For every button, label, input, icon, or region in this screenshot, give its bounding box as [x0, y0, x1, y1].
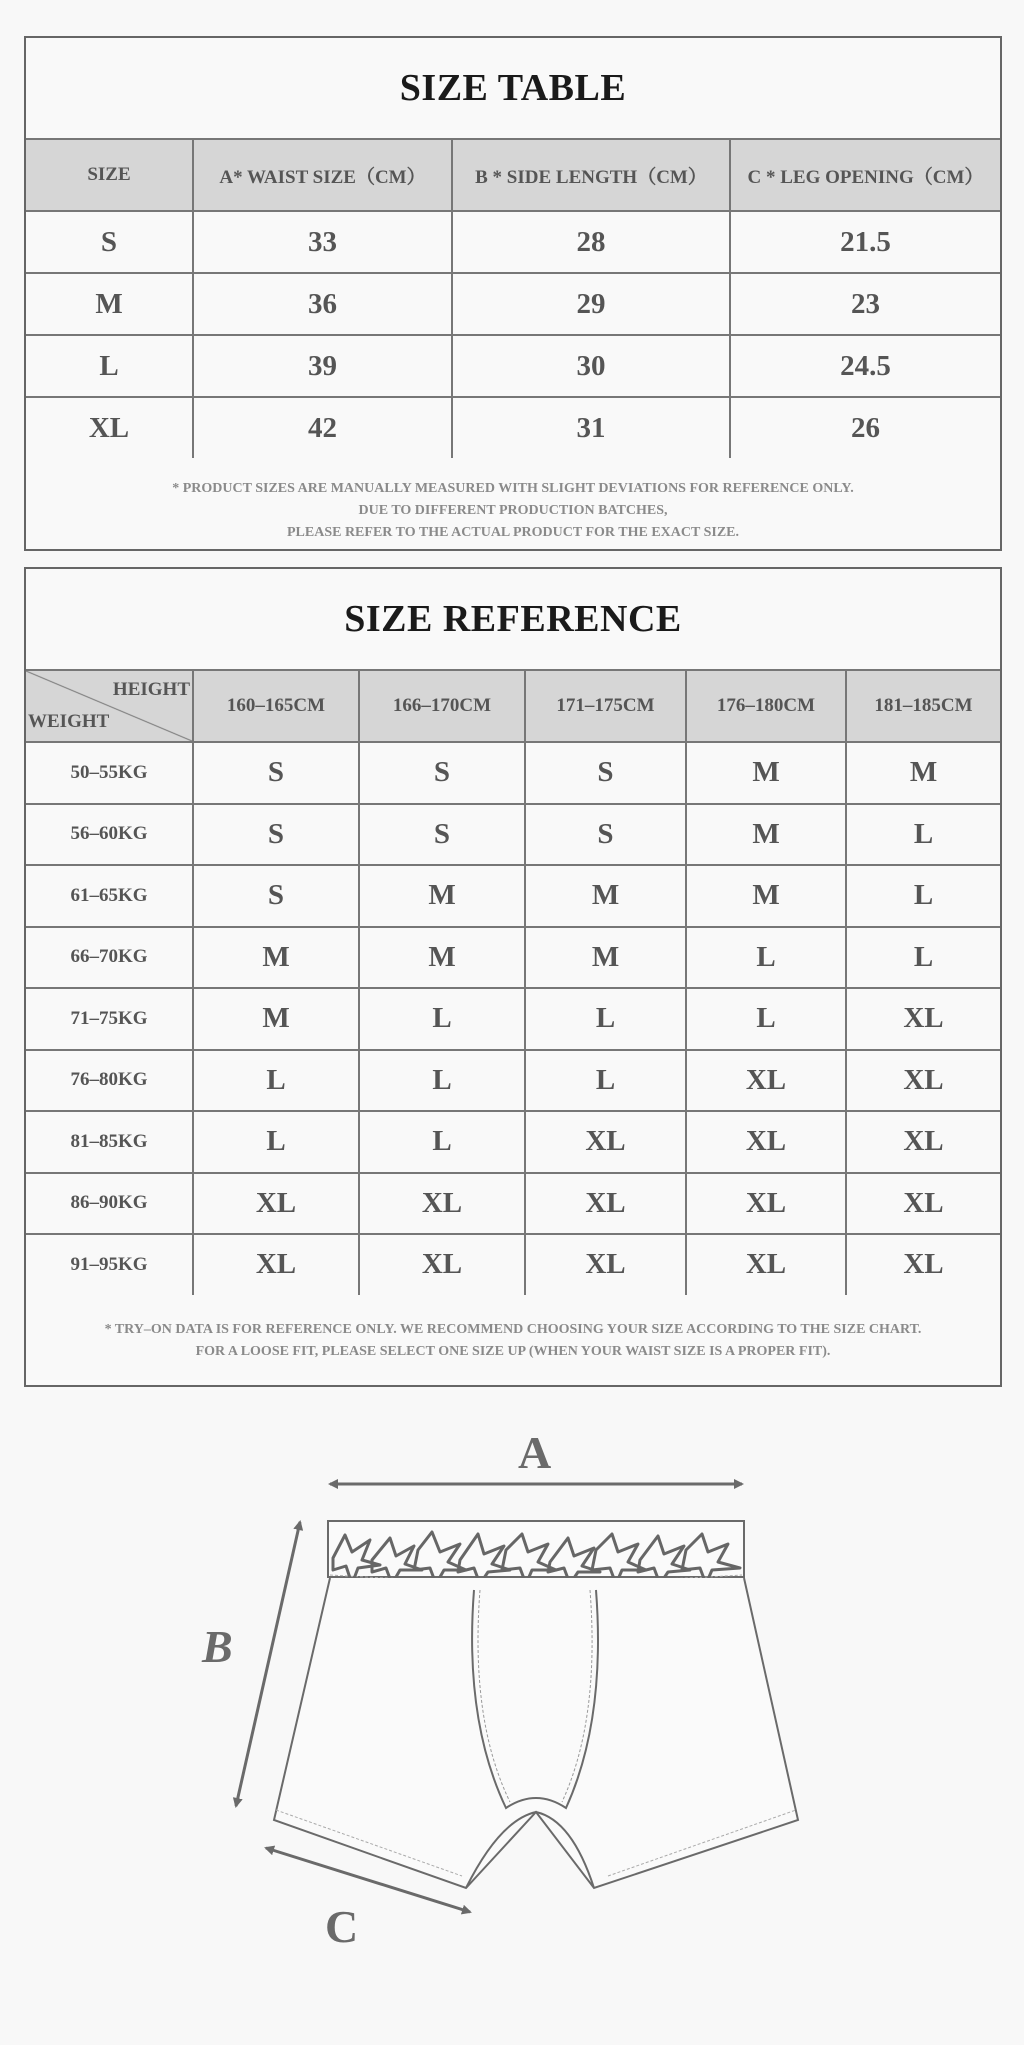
side-length-cell: 30 — [452, 335, 730, 397]
table-row — [26, 1111, 1000, 1173]
height-header: 176–180CM — [686, 671, 846, 742]
recommended-size-cell: XL — [359, 1234, 525, 1295]
corner-weight-label: WEIGHT — [28, 711, 110, 732]
size-cell: M — [26, 273, 193, 335]
note-line: FOR A LOOSE FIT, PLEASE SELECT ONE SIZE UP (WHEN YOUR WAIST SIZE IS A PROPER FIT). — [195, 1343, 831, 1359]
recommended-size-cell: XL — [193, 1173, 359, 1235]
leg-opening-cell: 23 — [730, 273, 1000, 335]
recommended-size-cell: S — [359, 742, 525, 804]
height-weight-corner — [26, 671, 193, 742]
note-line: DUE TO DIFFERENT PRODUCTION BATCHES, — [358, 503, 668, 518]
recommended-size-cell: M — [359, 865, 525, 927]
weight-cell: 86–90KG — [26, 1173, 193, 1235]
leg-opening-cell: 21.5 — [730, 211, 1000, 273]
size-cell: S — [26, 211, 193, 273]
recommended-size-cell: L — [359, 988, 525, 1050]
weight-cell: 61–65KG — [26, 865, 193, 927]
note-line: * TRY–ON DATA IS FOR REFERENCE ONLY. WE RECOMMEND CHOOSING YOUR SIZE ACCORDING TO THE SIZE CHART. — [104, 1321, 922, 1337]
size-reference-panel — [24, 567, 1002, 1387]
recommended-size-cell: XL — [359, 1173, 525, 1235]
header-leg-opening: C * LEG OPENING（CM） — [730, 140, 1000, 211]
table-row — [26, 1173, 1000, 1235]
recommended-size-cell: XL — [846, 1111, 1000, 1173]
recommended-size-cell: L — [846, 927, 1000, 989]
recommended-size-cell: S — [193, 742, 359, 804]
height-header: 171–175CM — [525, 671, 686, 742]
size-reference-title: SIZE REFERENCE — [26, 569, 1000, 671]
recommended-size-cell: XL — [525, 1111, 686, 1173]
height-header: 160–165CM — [193, 671, 359, 742]
recommended-size-cell: XL — [686, 1050, 846, 1112]
side-length-cell: 31 — [452, 397, 730, 458]
size-reference-body — [26, 742, 1000, 1295]
side-length-cell: 28 — [452, 211, 730, 273]
weight-cell: 66–70KG — [26, 927, 193, 989]
recommended-size-cell: XL — [193, 1234, 359, 1295]
recommended-size-cell: L — [846, 865, 1000, 927]
recommended-size-cell: L — [193, 1050, 359, 1112]
side-length-cell: 29 — [452, 273, 730, 335]
recommended-size-cell: L — [359, 1111, 525, 1173]
table-row — [26, 1050, 1000, 1112]
size-table-header-row — [26, 140, 1000, 211]
recommended-size-cell: L — [686, 988, 846, 1050]
recommended-size-cell: XL — [846, 1234, 1000, 1295]
recommended-size-cell: L — [525, 1050, 686, 1112]
waist-cell: 39 — [193, 335, 452, 397]
header-waist: A* WAIST SIZE（CM） — [193, 140, 452, 211]
recommended-size-cell: L — [686, 927, 846, 989]
recommended-size-cell: L — [525, 988, 686, 1050]
weight-cell: 81–85KG — [26, 1111, 193, 1173]
table-row — [26, 273, 1000, 335]
corner-height-label: HEIGHT — [112, 679, 190, 700]
recommended-size-cell: M — [686, 865, 846, 927]
size-reference-note — [26, 1295, 1000, 1363]
recommended-size-cell: L — [193, 1111, 359, 1173]
recommended-size-cell: XL — [525, 1234, 686, 1295]
recommended-size-cell: M — [846, 742, 1000, 804]
height-header: 181–185CM — [846, 671, 1000, 742]
measurement-diagram — [0, 1400, 1024, 2040]
recommended-size-cell: S — [193, 804, 359, 866]
size-table-note — [26, 458, 1000, 544]
recommended-size-cell: S — [193, 865, 359, 927]
size-cell: XL — [26, 397, 193, 458]
weight-cell: 56–60KG — [26, 804, 193, 866]
table-row — [26, 211, 1000, 273]
recommended-size-cell: M — [193, 988, 359, 1050]
size-cell: L — [26, 335, 193, 397]
table-row — [26, 927, 1000, 989]
waist-cell: 33 — [193, 211, 452, 273]
leg-opening-cell: 24.5 — [730, 335, 1000, 397]
header-side-length: B * SIDE LENGTH（CM） — [452, 140, 730, 211]
dimension-label-b: B — [202, 1621, 233, 1672]
recommended-size-cell: M — [525, 865, 686, 927]
recommended-size-cell: M — [193, 927, 359, 989]
recommended-size-cell: S — [525, 742, 686, 804]
size-reference-header-row — [26, 671, 1000, 742]
table-row — [26, 397, 1000, 458]
recommended-size-cell: L — [846, 804, 1000, 866]
boxer-briefs-illustration — [0, 1400, 1024, 2040]
size-reference-table — [26, 671, 1000, 1295]
recommended-size-cell: XL — [846, 1173, 1000, 1235]
recommended-size-cell: S — [525, 804, 686, 866]
header-size: SIZE — [26, 140, 193, 211]
table-row — [26, 988, 1000, 1050]
recommended-size-cell: XL — [525, 1173, 686, 1235]
recommended-size-cell: M — [686, 804, 846, 866]
table-row — [26, 335, 1000, 397]
recommended-size-cell: M — [686, 742, 846, 804]
briefs-body-outline — [274, 1578, 798, 1888]
weight-cell: 71–75KG — [26, 988, 193, 1050]
dimension-label-a: A — [518, 1427, 552, 1478]
size-table-title: SIZE TABLE — [26, 38, 1000, 140]
recommended-size-cell: M — [359, 927, 525, 989]
height-header: 166–170CM — [359, 671, 525, 742]
recommended-size-cell: XL — [686, 1234, 846, 1295]
weight-cell: 50–55KG — [26, 742, 193, 804]
recommended-size-cell: XL — [846, 988, 1000, 1050]
note-line: * PRODUCT SIZES ARE MANUALLY MEASURED WITH SLIGHT DEVIATIONS FOR REFERENCE ONLY. — [172, 481, 854, 496]
table-row — [26, 804, 1000, 866]
leg-opening-cell: 26 — [730, 397, 1000, 458]
size-table — [26, 140, 1000, 458]
weight-cell: 76–80KG — [26, 1050, 193, 1112]
recommended-size-cell: M — [525, 927, 686, 989]
recommended-size-cell: S — [359, 804, 525, 866]
recommended-size-cell: L — [359, 1050, 525, 1112]
waist-cell: 36 — [193, 273, 452, 335]
table-row — [26, 1234, 1000, 1295]
table-row — [26, 865, 1000, 927]
recommended-size-cell: XL — [686, 1173, 846, 1235]
recommended-size-cell: XL — [846, 1050, 1000, 1112]
note-line: PLEASE REFER TO THE ACTUAL PRODUCT FOR THE EXACT SIZE. — [286, 525, 739, 540]
table-row — [26, 742, 1000, 804]
recommended-size-cell: XL — [686, 1111, 846, 1173]
weight-cell: 91–95KG — [26, 1234, 193, 1295]
size-table-panel — [24, 36, 1002, 551]
waist-cell: 42 — [193, 397, 452, 458]
dimension-label-c: C — [325, 1901, 359, 1952]
